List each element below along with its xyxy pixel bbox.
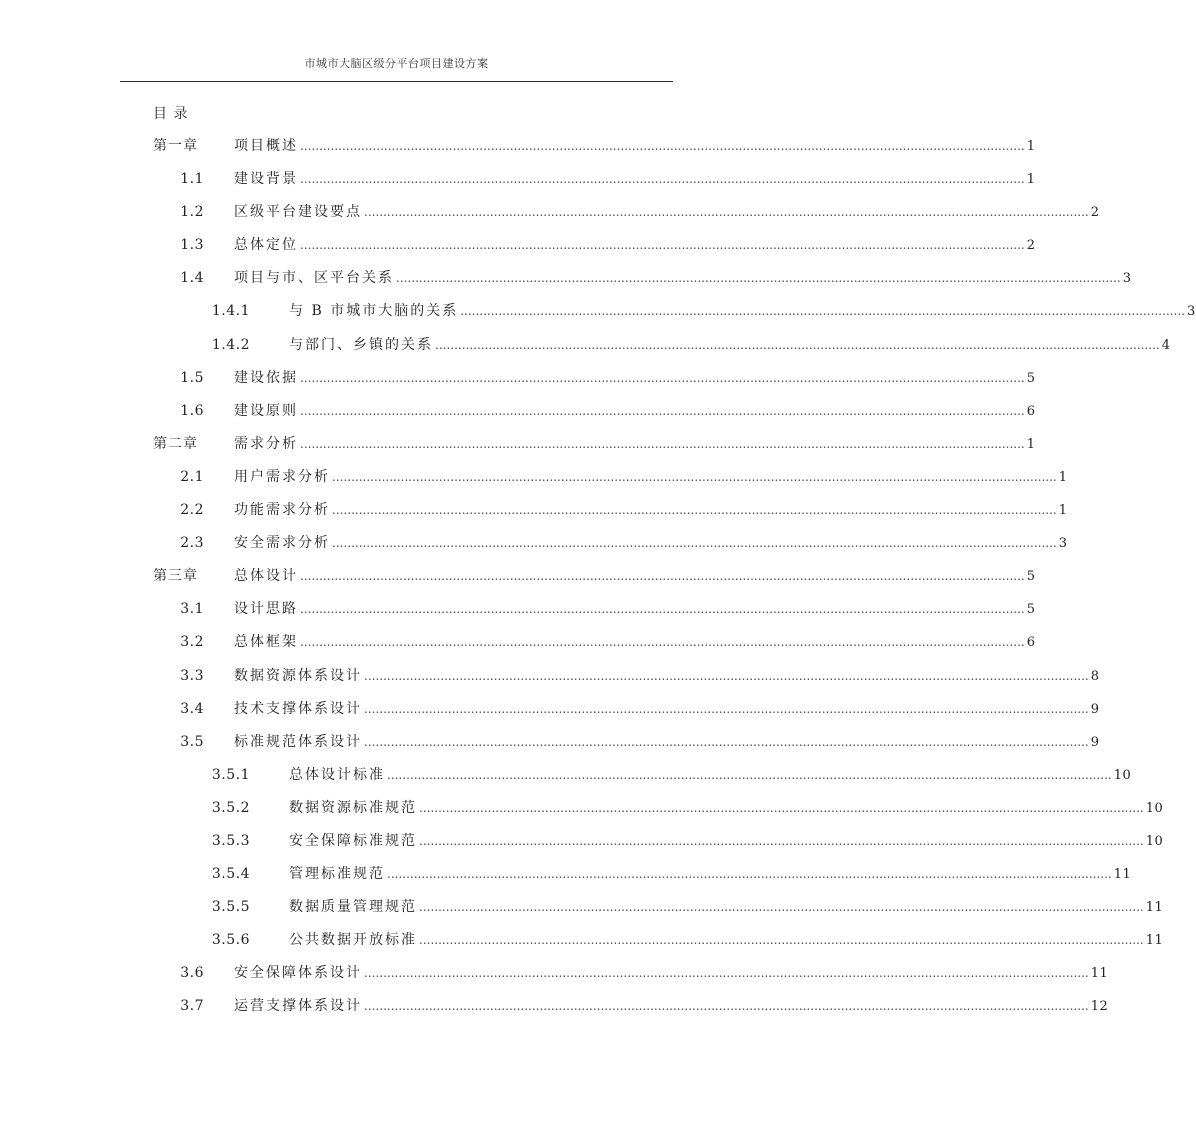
toc-entry[interactable] <box>0 626 1036 659</box>
header-divider <box>120 81 673 82</box>
toc-entry-number: 1.4.1 <box>211 303 250 320</box>
toc-entry-line <box>234 660 1100 693</box>
toc-entry[interactable] <box>0 428 1036 461</box>
toc-entry[interactable] <box>0 130 1036 163</box>
toc-entry-number: 2.3 <box>180 535 204 552</box>
toc-entry-page: 6 <box>1026 403 1036 419</box>
table-of-contents <box>0 130 1196 1024</box>
toc-entry-number: 1.6 <box>180 402 204 419</box>
toc-entry-page: 3 <box>1122 271 1132 287</box>
toc-entry[interactable] <box>0 494 1068 527</box>
toc-entry-page: 1 <box>1026 139 1036 154</box>
toc-entry-number: 3.5.4 <box>211 866 250 883</box>
toc-entry-number: 3.5.5 <box>211 899 250 916</box>
toc-entry-leader: .............................................................................................................................................................................................. <box>396 271 1121 286</box>
toc-entry[interactable] <box>0 262 1132 295</box>
toc-entry-title: 数据资源体系设计 <box>234 667 362 684</box>
toc-entry-title: 管理标准规范 <box>289 866 385 883</box>
toc-entry-line <box>289 329 1171 362</box>
toc-entry[interactable] <box>0 196 1100 229</box>
toc-entry-page: 11 <box>1145 933 1164 949</box>
page-header-title: 市城市大脑区级分平台项目建设方案 <box>304 57 489 70</box>
toc-entry-page: 5 <box>1026 370 1036 386</box>
toc-entry[interactable] <box>0 362 1036 395</box>
toc-entry-line <box>234 130 1036 163</box>
toc-entry-page: 3 <box>1186 304 1196 320</box>
toc-entry-number: 3.5.1 <box>211 766 250 783</box>
toc-entry-leader: .............................................................................................................................................................................................. <box>300 569 1025 584</box>
toc-entry-number: 3.6 <box>180 965 204 982</box>
toc-entry-title: 总体设计标准 <box>289 766 385 783</box>
toc-entry-leader: .............................................................................................................................................................................................. <box>435 337 1160 352</box>
toc-entry-line <box>289 891 1164 924</box>
toc-heading: 目 录 <box>153 106 189 122</box>
toc-entry[interactable] <box>0 461 1068 494</box>
toc-entry[interactable] <box>0 726 1100 759</box>
toc-entry-line <box>234 395 1036 428</box>
toc-entry-page: 4 <box>1161 337 1171 353</box>
toc-entry-page: 1 <box>1058 469 1068 485</box>
toc-entry-line <box>289 858 1132 891</box>
toc-entry-title: 公共数据开放标准 <box>289 932 417 949</box>
toc-entry[interactable] <box>0 924 1164 957</box>
toc-entry-line <box>234 957 1109 990</box>
toc-entry-title: 安全需求分析 <box>234 535 330 552</box>
toc-entry-title: 区级平台建设要点 <box>234 204 362 221</box>
toc-entry[interactable] <box>0 527 1068 560</box>
toc-entry-leader: .............................................................................................................................................................................................. <box>387 767 1112 782</box>
toc-entry-title: 设计思路 <box>234 601 298 618</box>
toc-entry-line <box>234 428 1036 461</box>
toc-entry-page: 3 <box>1058 536 1068 552</box>
toc-entry-line <box>234 229 1036 262</box>
toc-entry-title: 与部门、乡镇的关系 <box>289 336 433 353</box>
toc-entry-leader: .............................................................................................................................................................................................. <box>460 304 1185 319</box>
toc-entry-title: 建设原则 <box>234 402 298 419</box>
toc-entry-title: 总体设计 <box>234 568 298 585</box>
toc-entry-line <box>234 990 1109 1023</box>
toc-entry[interactable] <box>0 593 1036 626</box>
toc-entry-leader: .............................................................................................................................................................................................. <box>364 701 1089 716</box>
toc-entry-leader: .............................................................................................................................................................................................. <box>364 734 1089 749</box>
toc-entry-number: 3.5.6 <box>211 932 250 949</box>
toc-entry-number: 3.2 <box>180 634 204 651</box>
toc-entry-number: 3.5.2 <box>211 799 250 816</box>
toc-entry-title: 标准规范体系设计 <box>234 733 362 750</box>
toc-entry-title: 总体定位 <box>234 237 298 254</box>
toc-entry[interactable] <box>0 792 1164 825</box>
toc-entry-title: 需求分析 <box>234 435 298 452</box>
toc-entry[interactable] <box>0 295 1196 328</box>
toc-entry-page: 1 <box>1026 436 1036 452</box>
toc-entry-page: 9 <box>1090 734 1100 750</box>
toc-entry-number: 第三章 <box>153 568 198 585</box>
toc-entry-title: 运营支撑体系设计 <box>234 998 362 1015</box>
toc-entry-page: 12 <box>1090 999 1109 1015</box>
toc-entry-leader: .............................................................................................................................................................................................. <box>300 139 1025 153</box>
toc-entry-leader: .............................................................................................................................................................................................. <box>300 172 1025 187</box>
toc-entry-number: 1.5 <box>180 369 204 386</box>
toc-entry-number: 3.7 <box>180 998 204 1015</box>
toc-entry-line <box>289 792 1164 825</box>
toc-entry-page: 10 <box>1145 800 1164 816</box>
toc-entry-number: 1.2 <box>180 204 204 221</box>
toc-entry-title: 数据资源标准规范 <box>289 799 417 816</box>
toc-entry[interactable] <box>0 693 1100 726</box>
toc-entry-line <box>234 196 1100 229</box>
toc-entry-number: 1.3 <box>180 237 204 254</box>
toc-entry-page: 5 <box>1026 569 1036 585</box>
toc-entry[interactable] <box>0 957 1109 990</box>
toc-entry-leader: .............................................................................................................................................................................................. <box>332 503 1057 518</box>
toc-entry-line <box>234 593 1036 626</box>
toc-entry-leader: .............................................................................................................................................................................................. <box>419 833 1144 848</box>
toc-entry-page: 11 <box>1090 966 1109 982</box>
toc-entry-number: 第二章 <box>153 435 198 452</box>
toc-entry-line <box>234 726 1100 759</box>
toc-entry[interactable] <box>0 660 1100 693</box>
toc-entry-page: 5 <box>1026 602 1036 618</box>
toc-entry-page: 1 <box>1058 503 1068 519</box>
toc-entry[interactable] <box>0 990 1109 1023</box>
toc-entry-page: 8 <box>1090 668 1100 684</box>
toc-entry-page: 9 <box>1090 701 1100 717</box>
toc-entry-number: 1.4.2 <box>211 336 250 353</box>
toc-entry-leader: .............................................................................................................................................................................................. <box>300 370 1025 385</box>
toc-entry-leader: .............................................................................................................................................................................................. <box>419 933 1144 948</box>
toc-entry-leader: .............................................................................................................................................................................................. <box>364 205 1089 220</box>
toc-entry-number: 3.4 <box>180 700 204 717</box>
toc-entry-line <box>234 693 1100 726</box>
toc-entry-line <box>234 461 1068 494</box>
toc-entry[interactable] <box>0 858 1132 891</box>
toc-entry[interactable] <box>0 329 1171 362</box>
toc-entry-number: 2.2 <box>180 502 204 519</box>
toc-entry[interactable] <box>0 395 1036 428</box>
toc-entry-line <box>234 362 1036 395</box>
toc-entry-page: 6 <box>1026 635 1036 651</box>
toc-entry-line <box>289 295 1196 328</box>
toc-entry-leader: .............................................................................................................................................................................................. <box>300 635 1025 650</box>
toc-entry-title: 用户需求分析 <box>234 468 330 485</box>
toc-entry-page: 11 <box>1145 900 1164 916</box>
toc-entry-leader: .............................................................................................................................................................................................. <box>300 403 1025 418</box>
toc-entry-number: 3.3 <box>180 667 204 684</box>
toc-entry-line <box>234 527 1068 560</box>
toc-entry-number: 1.1 <box>180 171 204 188</box>
toc-entry-leader: .............................................................................................................................................................................................. <box>419 800 1144 815</box>
toc-entry[interactable] <box>0 759 1132 792</box>
toc-entry-number: 2.1 <box>180 468 204 485</box>
toc-entry-leader: .............................................................................................................................................................................................. <box>419 900 1144 915</box>
toc-entry-leader: .............................................................................................................................................................................................. <box>300 238 1025 253</box>
toc-entry-title: 项目与市、区平台关系 <box>234 270 394 287</box>
toc-entry[interactable] <box>0 825 1164 858</box>
toc-entry-leader: .............................................................................................................................................................................................. <box>387 867 1112 882</box>
toc-entry-number: 3.5.3 <box>211 832 250 849</box>
toc-entry-line <box>289 759 1132 792</box>
toc-entry-page: 2 <box>1090 205 1100 221</box>
toc-entry-page: 11 <box>1113 867 1132 883</box>
toc-entry-title: 数据质量管理规范 <box>289 899 417 916</box>
toc-entry-line <box>234 262 1132 295</box>
toc-entry-line <box>289 825 1164 858</box>
toc-entry-leader: .............................................................................................................................................................................................. <box>364 668 1089 683</box>
toc-entry-line <box>234 560 1036 593</box>
toc-entry-page: 10 <box>1113 767 1132 783</box>
toc-entry-number: 3.5 <box>180 733 204 750</box>
toc-entry-title: 与 B 市城市大脑的关系 <box>289 303 459 320</box>
toc-entry-number: 1.4 <box>180 270 204 287</box>
toc-entry-number: 第一章 <box>153 138 198 154</box>
toc-entry-title: 安全保障标准规范 <box>289 832 417 849</box>
toc-entry-page: 2 <box>1026 238 1036 254</box>
toc-entry-title: 项目概述 <box>234 138 298 154</box>
toc-entry[interactable] <box>0 560 1036 593</box>
toc-entry-title: 建设依据 <box>234 369 298 386</box>
toc-entry-leader: .............................................................................................................................................................................................. <box>300 436 1025 451</box>
toc-entry-leader: .............................................................................................................................................................................................. <box>332 536 1057 551</box>
toc-entry-leader: .............................................................................................................................................................................................. <box>364 999 1089 1014</box>
toc-entry-page: 1 <box>1026 172 1036 188</box>
toc-entry-title: 建设背景 <box>234 171 298 188</box>
toc-entry[interactable] <box>0 229 1036 262</box>
toc-entry-leader: .............................................................................................................................................................................................. <box>332 469 1057 484</box>
toc-entry[interactable] <box>0 891 1164 924</box>
toc-entry-leader: .............................................................................................................................................................................................. <box>364 966 1089 981</box>
toc-entry-title: 总体框架 <box>234 634 298 651</box>
toc-entry-title: 安全保障体系设计 <box>234 965 362 982</box>
toc-entry-line <box>234 494 1068 527</box>
toc-entry[interactable] <box>0 163 1036 196</box>
toc-entry-line <box>289 924 1164 957</box>
toc-entry-title: 技术支撑体系设计 <box>234 700 362 717</box>
toc-entry-line <box>234 626 1036 659</box>
toc-entry-line <box>234 163 1036 196</box>
toc-entry-title: 功能需求分析 <box>234 502 330 519</box>
toc-entry-leader: .............................................................................................................................................................................................. <box>300 602 1025 617</box>
toc-entry-number: 3.1 <box>180 601 204 618</box>
toc-entry-page: 10 <box>1145 833 1164 849</box>
